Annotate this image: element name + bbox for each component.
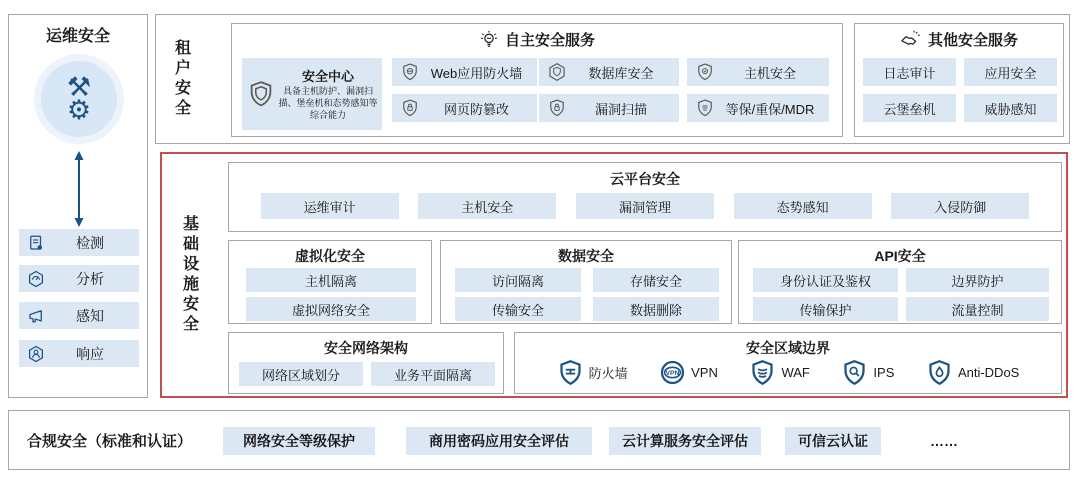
boundary-item-antiddos <box>926 359 1019 386</box>
security-center-chip <box>242 58 382 130</box>
other-security-services-box <box>854 23 1064 137</box>
data-chip-label: 访问隔离 <box>491 273 544 289</box>
boundary-item-vpn <box>659 359 718 386</box>
other-chip-threat <box>964 94 1057 122</box>
boundary-item-label: VPN <box>691 365 718 380</box>
network-architecture-box <box>228 332 504 394</box>
ops-security-panel <box>8 14 148 398</box>
other-chip-bastion <box>863 94 956 122</box>
boundary-item-ips <box>841 359 894 386</box>
ops-item-respond <box>19 340 139 367</box>
boundary-item-waf <box>749 359 809 386</box>
api-security-title: API安全 <box>874 248 926 264</box>
net-chip <box>239 362 363 386</box>
cloud-chip-label: 主机安全 <box>461 199 514 215</box>
data-chip <box>593 268 719 292</box>
boundary-item-label: Anti-DDoS <box>957 365 1020 380</box>
vpn-icon <box>659 359 686 386</box>
document-icon <box>27 234 45 252</box>
other-services-title: 其他安全服务 <box>927 32 1018 49</box>
api-chip-label: 身份认证及鉴权 <box>779 273 871 289</box>
compliance-chip <box>223 427 375 455</box>
service-chip-label: 等保/重保/MDR <box>725 101 815 117</box>
service-chip-db-security <box>539 58 679 86</box>
compliance-chip-label: 云计算服务安全评估 <box>622 433 748 449</box>
ops-item-label: 感知 <box>76 307 104 324</box>
shield-lock-icon <box>400 98 420 118</box>
cloud-chip-label: 运维审计 <box>303 199 356 215</box>
hammer-tools-icon: ⚒ <box>66 72 92 102</box>
compliance-chip <box>609 427 761 455</box>
data-chip-label: 数据删除 <box>629 302 682 318</box>
handshake-icon <box>900 30 922 50</box>
data-security-box <box>440 240 732 324</box>
virt-chip <box>246 268 416 292</box>
other-chip-log-audit <box>863 58 956 86</box>
boundary-item-label: IPS <box>873 365 895 380</box>
cloud-chip <box>891 193 1029 219</box>
api-chip-label: 流量控制 <box>951 302 1004 318</box>
api-chip-label: 边界防护 <box>951 273 1004 289</box>
zone-boundary-box <box>514 332 1062 394</box>
cloud-chip <box>261 193 399 219</box>
boundary-item-firewall <box>557 359 628 386</box>
virt-chip-label: 虚拟网络安全 <box>291 302 370 318</box>
security-center-desc: 具备主机防护、漏洞扫描、堡垒机和态势感知等综合能力 <box>278 86 378 120</box>
waf-shield-icon <box>749 359 776 386</box>
service-chip-waf <box>392 58 537 86</box>
data-chip <box>455 297 581 321</box>
service-chip-label: 数据库安全 <box>588 65 654 81</box>
double-arrow-icon <box>73 151 85 227</box>
compliance-chip-label: 网络安全等级保护 <box>243 433 355 449</box>
megaphone-icon <box>27 307 45 325</box>
ops-item-label: 检测 <box>76 234 104 251</box>
shield-check-icon <box>695 62 715 82</box>
compliance-chip-label: 可信云认证 <box>798 433 868 449</box>
ops-security-title: 运维安全 <box>45 28 110 45</box>
boundary-item-label: WAF <box>781 365 810 380</box>
cloud-chip <box>734 193 872 219</box>
data-chip-label: 存储安全 <box>629 273 682 289</box>
service-chip-host-security <box>687 58 829 86</box>
ips-magnifier-icon <box>841 359 868 386</box>
lightbulb-icon <box>479 30 499 50</box>
compliance-title: 合规安全（标准和认证） <box>27 432 193 450</box>
compliance-chip-label: 商用密码应用安全评估 <box>429 433 569 449</box>
cloud-chip-label: 态势感知 <box>776 199 829 215</box>
service-chip-label: 网页防篡改 <box>443 101 509 117</box>
other-chip-app-security <box>964 58 1057 86</box>
service-chip-label: 主机安全 <box>743 65 796 81</box>
other-chip-label: 日志审计 <box>883 65 936 81</box>
self-services-title: 自主安全服务 <box>504 32 595 49</box>
service-chip-label: Web应用防火墙 <box>430 65 523 81</box>
cloud-chip-label: 入侵防御 <box>934 199 987 215</box>
virt-chip-label: 主机隔离 <box>304 273 357 289</box>
shield-lock-icon <box>547 98 567 118</box>
ops-item-label: 响应 <box>76 345 104 362</box>
shield-lines-icon <box>695 98 715 118</box>
compliance-panel <box>8 410 1070 470</box>
net-chip-label: 网络区域划分 <box>261 367 340 383</box>
person-icon <box>27 345 45 363</box>
service-chip-antitamper <box>392 94 537 122</box>
boundary-item-label: 防火墙 <box>588 366 628 381</box>
antiddos-droplet-icon <box>926 359 953 386</box>
self-security-services-box <box>231 23 843 137</box>
compliance-chip <box>406 427 592 455</box>
firewall-shield-icon <box>557 359 584 386</box>
vpn-icon-text: VPN <box>665 369 680 377</box>
tenant-security-title: 租户安全 <box>172 39 190 119</box>
net-chip <box>371 362 495 386</box>
gear-icon: ⚙ <box>66 95 92 125</box>
api-security-box <box>738 240 1062 324</box>
security-center-title: 安全中心 <box>301 69 354 85</box>
hexagon-shield-icon <box>547 62 567 82</box>
ops-tools-gear-icon <box>41 61 117 137</box>
data-security-title: 数据安全 <box>558 248 614 264</box>
shield-icon <box>246 79 276 109</box>
other-chip-label: 云堡垒机 <box>883 101 936 117</box>
ops-item-analyze <box>19 265 139 292</box>
network-architecture-title: 安全网络架构 <box>324 340 408 356</box>
zone-boundary-icons-row <box>525 359 1051 386</box>
data-chip <box>593 297 719 321</box>
tenant-security-panel <box>155 14 1070 144</box>
cloud-chip-label: 漏洞管理 <box>618 199 671 215</box>
infrastructure-security-panel <box>160 152 1068 398</box>
api-chip <box>753 297 898 321</box>
infrastructure-security-title: 基础设施安全 <box>180 215 198 335</box>
api-chip <box>753 268 898 292</box>
virtualization-security-box <box>228 240 432 324</box>
compliance-chip <box>785 427 881 455</box>
shield-guard-icon <box>400 62 420 82</box>
ops-item-perceive <box>19 302 139 329</box>
service-chip-label: 漏洞扫描 <box>594 101 647 117</box>
cloud-chip <box>418 193 556 219</box>
zone-boundary-title: 安全区域边界 <box>746 340 830 356</box>
service-chip-vuln-scan <box>539 94 679 122</box>
ops-item-detect <box>19 229 139 256</box>
api-chip-label: 传输保护 <box>799 302 852 318</box>
cloud-platform-security-box <box>228 162 1062 232</box>
other-chip-label: 应用安全 <box>984 65 1037 81</box>
net-chip-label: 业务平面隔离 <box>393 367 472 383</box>
api-chip <box>906 268 1049 292</box>
virtualization-title: 虚拟化安全 <box>295 248 365 264</box>
other-chip-label: 威胁感知 <box>984 101 1037 117</box>
virt-chip <box>246 297 416 321</box>
compliance-ellipsis: …… <box>930 433 958 449</box>
data-chip-label: 传输安全 <box>491 302 544 318</box>
api-chip <box>906 297 1049 321</box>
data-chip <box>455 268 581 292</box>
ops-item-label: 分析 <box>76 270 104 287</box>
cloud-chip <box>576 193 714 219</box>
service-chip-mdr <box>687 94 829 122</box>
gauge-icon <box>27 270 45 288</box>
cloud-platform-chips <box>241 193 1049 219</box>
cloud-platform-title: 云平台安全 <box>610 171 680 187</box>
